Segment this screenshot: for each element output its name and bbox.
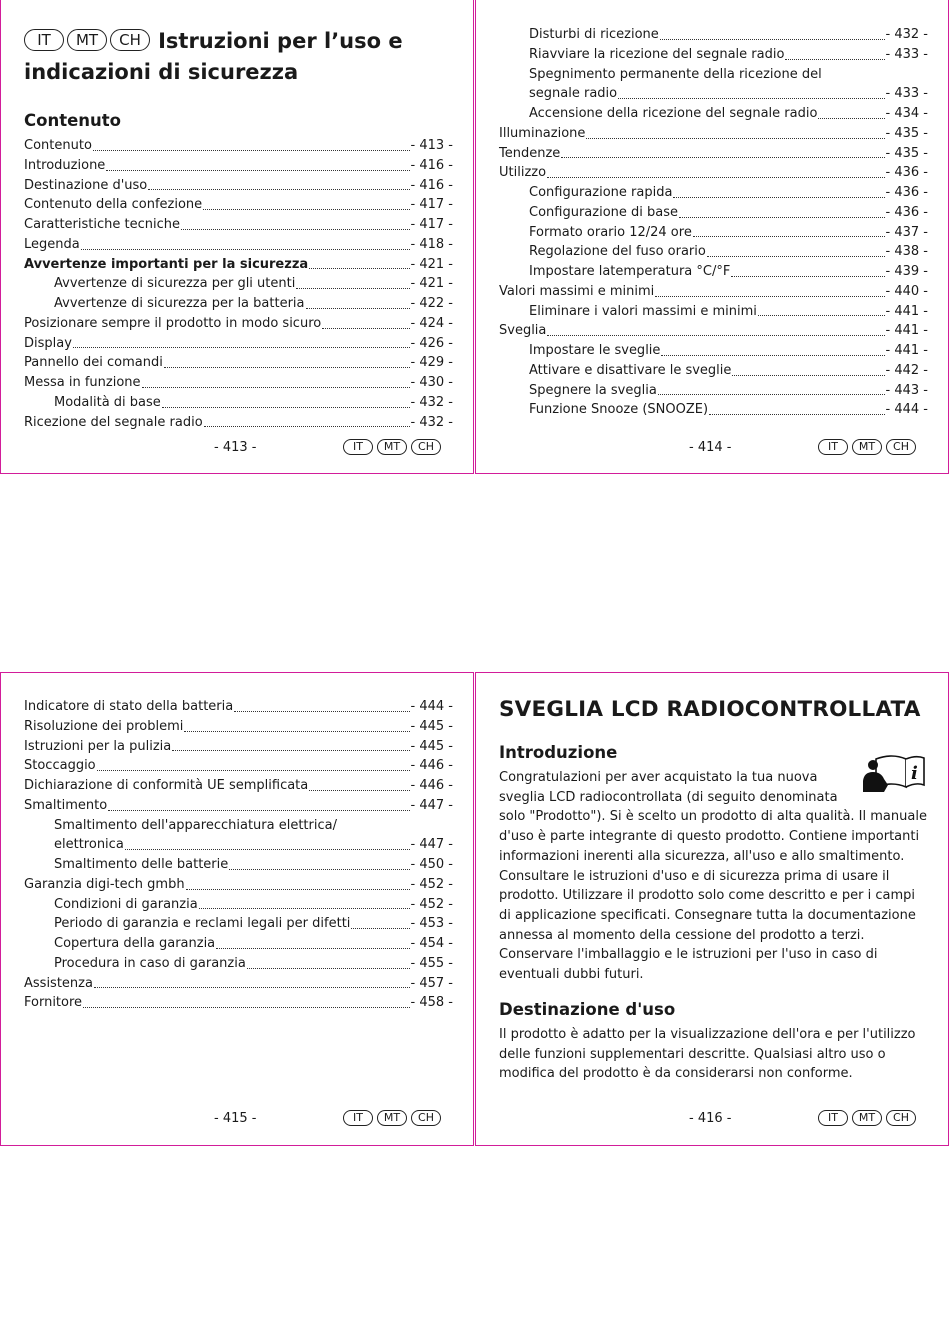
toc-entry xyxy=(499,321,928,341)
toc-entry xyxy=(499,104,928,124)
toc-entry xyxy=(24,255,453,275)
toc-entry xyxy=(24,195,453,215)
toc-entry-title: Utilizzo xyxy=(499,165,547,181)
toc-entry-page: - 436 - xyxy=(885,185,928,200)
toc-entry-page: - 436 - xyxy=(885,204,928,220)
toc-entry-title: Legenda xyxy=(24,236,80,252)
toc-entry-page: - 446 - xyxy=(410,758,453,774)
lang-badge-mt: MT xyxy=(852,439,882,455)
toc-dot-leader xyxy=(204,426,410,427)
toc-entry-page: - 450 - xyxy=(410,857,453,872)
toc-entry-title: Messa in funzione xyxy=(24,375,141,390)
toc-dot-leader xyxy=(108,810,409,811)
toc-dot-leader xyxy=(199,908,410,909)
toc-entry-title: Garanzia digi-tech gmbh xyxy=(24,876,185,892)
svg-text:i: i xyxy=(911,763,918,784)
toc-entry xyxy=(499,282,928,302)
toc-entry-title: Indicatore di stato della batteria xyxy=(24,699,234,714)
toc-entry-page: - 434 - xyxy=(885,106,928,121)
page-footer xyxy=(476,1109,950,1129)
toc-entry xyxy=(24,215,453,235)
paragraph-line: Consultare le istruzioni d'uso e di sicurezza prima di usare il xyxy=(499,868,890,884)
toc-entry-title: Impostare latemperatura °C/°F xyxy=(529,264,731,279)
manual-page-414 xyxy=(475,0,949,474)
toc-dot-leader xyxy=(731,276,884,277)
toc-entry xyxy=(499,45,928,65)
toc-entry-page: - 416 - xyxy=(410,177,453,193)
page-footer xyxy=(1,1109,475,1129)
toc-entry-page: - 429 - xyxy=(410,355,453,371)
toc-entry-page: - 426 - xyxy=(410,335,453,351)
toc-entry-title: Caratteristiche tecniche xyxy=(24,217,180,232)
toc-entry-title: Disturbi di ricezione xyxy=(529,27,659,42)
toc-entry-title: Dichiarazione di conformità UE semplificata xyxy=(24,778,309,793)
section-heading-destinazione: Destinazione d'uso xyxy=(499,1000,676,1019)
footer-badges xyxy=(343,1110,441,1126)
toc-entry xyxy=(24,294,453,314)
toc-entry xyxy=(24,136,453,156)
toc-entry-title: Stoccaggio xyxy=(24,758,96,774)
toc-entry xyxy=(499,381,928,401)
manual-page-413 xyxy=(0,0,474,474)
toc-dot-leader xyxy=(81,249,410,250)
toc-dot-leader xyxy=(73,347,410,348)
toc-entry-title: Periodo di garanzia e reclami legali per difetti xyxy=(54,916,351,932)
toc-entry-title: Introduzione xyxy=(24,157,106,173)
toc-entry-page: - 446 - xyxy=(410,778,453,793)
paragraph-line: Congratulazioni per aver acquistato la tua nuova xyxy=(499,770,818,785)
toc-entry-title: Riavviare la ricezione del segnale radio xyxy=(529,46,785,62)
toc-entry-title: Valori massimi e minimi xyxy=(499,283,655,299)
toc-entry xyxy=(499,183,928,203)
toc-entry-title: Configurazione di base xyxy=(529,204,679,220)
toc-dot-leader xyxy=(547,335,884,336)
paragraph-line: prodotto. Utilizzare il prodotto solo come descritto e per i campi xyxy=(499,888,915,904)
lang-badge-mt: MT xyxy=(67,29,107,51)
toc-entry xyxy=(24,993,453,1013)
intro-paragraph xyxy=(499,768,927,985)
page-number: - 413 - xyxy=(214,440,257,455)
toc-dot-leader xyxy=(247,968,410,969)
toc-entry xyxy=(499,124,928,144)
toc-dot-leader xyxy=(125,849,410,850)
toc-entry-page: - 441 - xyxy=(885,343,928,358)
toc-entry xyxy=(24,717,453,737)
toc-entry-page: - 444 - xyxy=(410,699,453,714)
toc-entry-page: - 441 - xyxy=(885,303,928,319)
toc-entry-page: - 444 - xyxy=(885,402,928,418)
toc-dot-leader xyxy=(93,150,410,151)
toc-entry xyxy=(24,334,453,354)
toc-entry-page: - 458 - xyxy=(410,995,453,1011)
paragraph-line: di applicazione specificati. Consegnare tutta la documentazione xyxy=(499,907,916,923)
toc-entry-page: - 421 - xyxy=(410,256,453,272)
toc-entry xyxy=(24,776,453,796)
toc-list xyxy=(499,25,928,420)
toc-entry-page: - 447 - xyxy=(410,837,453,853)
lang-badge-mt: MT xyxy=(852,1110,882,1126)
toc-entry-title: Condizioni di garanzia xyxy=(54,896,198,912)
toc-entry-page: - 443 - xyxy=(885,382,928,398)
toc-entry-title: Copertura della garanzia xyxy=(54,936,216,951)
toc-list xyxy=(24,136,453,432)
toc-dot-leader xyxy=(148,189,409,190)
toc-entry xyxy=(24,914,453,934)
toc-entry xyxy=(499,223,928,243)
toc-entry xyxy=(499,341,928,361)
toc-dot-leader xyxy=(83,1007,409,1008)
paragraph-line: Il prodotto è adatto per la visualizzazione dell'ora e per l'utilizzo xyxy=(499,1027,916,1042)
page-number: - 415 - xyxy=(214,1111,257,1126)
toc-entry xyxy=(499,25,928,45)
toc-entry-page: - 432 - xyxy=(410,394,453,410)
toc-dot-leader xyxy=(184,731,409,732)
toc-entry-page: - 417 - xyxy=(410,217,453,232)
toc-entry xyxy=(24,816,453,836)
toc-entry-title: Spegnere la sveglia xyxy=(529,382,657,398)
toc-entry-page: - 436 - xyxy=(885,165,928,181)
toc-dot-leader xyxy=(164,367,410,368)
toc-dot-leader xyxy=(679,217,885,218)
paragraph-line: informazioni inerenti alla sicurezza, all'uso e allo smaltimento. xyxy=(499,848,905,864)
toc-entry-page: - 435 - xyxy=(885,125,928,141)
toc-entry-title: Smaltimento delle batterie xyxy=(54,857,229,872)
toc-entry xyxy=(24,274,453,294)
toc-dot-leader xyxy=(142,387,410,388)
toc-entry-page: - 421 - xyxy=(410,276,453,292)
toc-dot-leader xyxy=(106,170,409,171)
toc-entry xyxy=(499,262,928,282)
toc-entry xyxy=(499,163,928,183)
toc-entry xyxy=(499,65,928,85)
lang-badge-ch: CH xyxy=(886,439,916,455)
paragraph-line: solo "Prodotto"). Si è scelto un prodotto di alta qualità. Il manuale xyxy=(499,809,927,825)
toc-entry-title: Pannello dei comandi xyxy=(24,355,163,371)
toc-entry-title: Procedura in caso di garanzia xyxy=(54,955,246,971)
toc-entry-page: - 417 - xyxy=(410,197,453,213)
toc-list xyxy=(24,697,453,1013)
toc-entry-title: Modalità di base xyxy=(54,394,161,410)
toc-entry xyxy=(24,737,453,757)
toc-entry-title: Ricezione del segnale radio xyxy=(24,414,203,430)
toc-entry-page: - 433 - xyxy=(885,86,928,102)
page-title: Istruzioni per l’uso e indicazioni di sicurezza xyxy=(24,29,403,84)
toc-entry-title: Funzione Snooze (SNOOZE) xyxy=(529,402,709,418)
toc-dot-leader xyxy=(172,750,409,751)
toc-entry xyxy=(499,302,928,322)
paragraph-line: eventuali dubbi futuri. xyxy=(499,967,644,983)
toc-entry xyxy=(24,235,453,255)
paragraph-line: delle funzioni supplementari descritte. Qualsiasi altro uso o xyxy=(499,1046,886,1062)
toc-entry-title: Impostare le sveglie xyxy=(529,343,661,358)
toc-entry-title: Illuminazione xyxy=(499,125,586,141)
toc-entry xyxy=(24,353,453,373)
toc-entry-title: elettronica xyxy=(54,837,124,853)
toc-entry-title: Contenuto della confezione xyxy=(24,197,203,213)
toc-entry xyxy=(24,954,453,974)
paragraph-line: Conservare l'imballaggio e le istruzioni per l'uso in caso di xyxy=(499,947,878,963)
manual-page-415 xyxy=(0,672,474,1146)
toc-entry xyxy=(499,84,928,104)
toc-entry-page: - 418 - xyxy=(410,236,453,252)
footer-badges xyxy=(818,439,916,455)
toc-dot-leader xyxy=(309,268,409,269)
page-footer xyxy=(476,438,950,458)
toc-entry-page: - 433 - xyxy=(885,46,928,62)
toc-entry-page: - 454 - xyxy=(410,936,453,951)
toc-entry-page: - 432 - xyxy=(410,414,453,430)
toc-dot-leader xyxy=(658,394,885,395)
toc-entry-title: Spegnimento permanente della ricezione del xyxy=(529,66,822,82)
toc-entry-page: - 453 - xyxy=(410,916,453,932)
toc-entry-title: Avvertenze importanti per la sicurezza xyxy=(24,256,309,272)
toc-entry-page: - 430 - xyxy=(410,375,453,390)
toc-entry xyxy=(499,361,928,381)
toc-entry-page: - 457 - xyxy=(410,975,453,991)
toc-entry xyxy=(24,314,453,334)
toc-entry-title: Fornitore xyxy=(24,995,83,1011)
lang-badge-it: IT xyxy=(343,1110,373,1126)
paragraph-line: d'uso è parte integrante di questo prodotto. Contiene importanti xyxy=(499,829,920,845)
lang-badge-ch: CH xyxy=(411,1110,441,1126)
toc-dot-leader xyxy=(660,39,885,40)
toc-dot-leader xyxy=(673,197,884,198)
toc-dot-leader xyxy=(203,209,409,210)
paragraph-line: modifica del prodotto è da considerarsi non conforme. xyxy=(499,1066,853,1082)
toc-entry-title: Avvertenze di sicurezza per gli utenti xyxy=(54,276,296,292)
toc-entry xyxy=(499,242,928,262)
toc-dot-leader xyxy=(693,236,885,237)
toc-entry-page: - 422 - xyxy=(410,296,453,311)
section-heading-introduzione: Introduzione xyxy=(499,743,618,762)
toc-entry-page: - 440 - xyxy=(885,283,928,299)
toc-dot-leader xyxy=(709,414,884,415)
toc-dot-leader xyxy=(655,296,884,297)
product-heading: SVEGLIA LCD RADIOCONTROLLATA xyxy=(499,697,921,722)
toc-entry xyxy=(24,373,453,393)
lang-badge-ch: CH xyxy=(411,439,441,455)
toc-entry-page: - 452 - xyxy=(410,876,453,892)
page-number: - 416 - xyxy=(689,1111,732,1126)
toc-entry xyxy=(24,697,453,717)
paragraph-line: annessa al momento della cessione del prodotto a terzi. xyxy=(499,927,865,943)
toc-entry xyxy=(24,796,453,816)
page-number: - 414 - xyxy=(689,440,732,455)
toc-dot-leader xyxy=(216,948,409,949)
toc-entry xyxy=(24,934,453,954)
toc-entry-page: - 424 - xyxy=(410,315,453,331)
toc-dot-leader xyxy=(97,770,410,771)
toc-dot-leader xyxy=(296,288,409,289)
section-heading-contenuto: Contenuto xyxy=(24,111,121,130)
toc-entry-title: segnale radio xyxy=(529,86,618,102)
toc-entry-title: Attivare e disattivare le sveglie xyxy=(529,362,732,378)
toc-entry-page: - 441 - xyxy=(885,323,928,339)
lang-badge-it: IT xyxy=(818,439,848,455)
toc-entry xyxy=(24,974,453,994)
toc-entry-title: Eliminare i valori massimi e minimi xyxy=(529,303,757,319)
toc-entry xyxy=(499,400,928,420)
toc-entry-page: - 445 - xyxy=(410,718,453,734)
lang-badge-mt: MT xyxy=(377,439,407,455)
toc-entry-title: Posizionare sempre il prodotto in modo sicuro xyxy=(24,315,322,331)
lang-badge-it: IT xyxy=(343,439,373,455)
lang-badge-it: IT xyxy=(24,29,64,51)
toc-dot-leader xyxy=(785,59,884,60)
paragraph-line: sveglia LCD radiocontrollata (di seguito denominata xyxy=(499,789,838,805)
toc-dot-leader xyxy=(229,869,409,870)
toc-entry xyxy=(24,156,453,176)
toc-entry xyxy=(24,855,453,875)
footer-badges xyxy=(343,439,441,455)
toc-entry-title: Destinazione d'uso xyxy=(24,177,148,193)
toc-dot-leader xyxy=(547,177,884,178)
toc-dot-leader xyxy=(818,118,884,119)
toc-entry-page: - 437 - xyxy=(885,224,928,240)
toc-dot-leader xyxy=(707,256,885,257)
toc-entry xyxy=(499,203,928,223)
toc-dot-leader xyxy=(732,375,884,376)
toc-entry-page: - 445 - xyxy=(410,738,453,754)
toc-entry xyxy=(24,413,453,433)
toc-entry-title: Avvertenze di sicurezza per la batteria xyxy=(54,296,305,311)
toc-entry xyxy=(499,144,928,164)
toc-dot-leader xyxy=(586,138,884,139)
toc-dot-leader xyxy=(618,98,884,99)
toc-dot-leader xyxy=(661,355,884,356)
use-paragraph xyxy=(499,1025,927,1084)
footer-badges xyxy=(818,1110,916,1126)
toc-entry-title: Istruzioni per la pulizia xyxy=(24,738,172,754)
toc-entry-page: - 439 - xyxy=(885,264,928,279)
toc-dot-leader xyxy=(351,928,409,929)
toc-entry-page: - 455 - xyxy=(410,955,453,971)
toc-dot-leader xyxy=(186,889,410,890)
toc-dot-leader xyxy=(561,157,884,158)
toc-entry xyxy=(24,756,453,776)
toc-entry xyxy=(24,393,453,413)
toc-entry-page: - 435 - xyxy=(885,145,928,161)
toc-dot-leader xyxy=(322,328,409,329)
toc-entry-title: Regolazione del fuso orario xyxy=(529,244,706,260)
toc-entry-title: Contenuto xyxy=(24,138,92,153)
toc-entry-page: - 442 - xyxy=(885,362,928,378)
toc-entry xyxy=(24,835,453,855)
lang-badge-ch: CH xyxy=(110,29,150,51)
lang-badge-mt: MT xyxy=(377,1110,407,1126)
lang-badge-it: IT xyxy=(818,1110,848,1126)
toc-entry xyxy=(24,895,453,915)
toc-dot-leader xyxy=(94,987,410,988)
toc-entry-page: - 416 - xyxy=(410,157,453,173)
toc-entry-title: Risoluzione dei problemi xyxy=(24,718,184,734)
toc-entry-title: Display xyxy=(24,335,72,351)
toc-entry-page: - 447 - xyxy=(410,797,453,813)
toc-entry-title: Smaltimento xyxy=(24,797,108,813)
toc-entry-title: Formato orario 12/24 ore xyxy=(529,224,692,240)
toc-entry-page: - 413 - xyxy=(410,138,453,153)
manual-page-416 xyxy=(475,672,949,1146)
lang-badge-ch: CH xyxy=(886,1110,916,1126)
toc-dot-leader xyxy=(181,229,410,230)
page-footer xyxy=(1,438,475,458)
toc-entry-title: Configurazione rapida xyxy=(529,185,673,200)
toc-entry xyxy=(24,176,453,196)
toc-entry-title: Assistenza xyxy=(24,975,93,991)
toc-entry-page: - 452 - xyxy=(410,896,453,912)
toc-entry-page: - 438 - xyxy=(885,244,928,260)
toc-entry xyxy=(24,875,453,895)
toc-dot-leader xyxy=(306,308,410,309)
toc-dot-leader xyxy=(309,790,409,791)
toc-entry-title: Tendenze xyxy=(499,145,561,161)
toc-dot-leader xyxy=(162,407,410,408)
title-block xyxy=(24,26,464,88)
toc-entry-title: Sveglia xyxy=(499,323,547,339)
toc-dot-leader xyxy=(234,711,409,712)
toc-dot-leader xyxy=(758,315,885,316)
toc-entry-title: Smaltimento dell'apparecchiatura elettrica/ xyxy=(54,817,337,833)
toc-entry-page: - 432 - xyxy=(885,27,928,42)
toc-entry-title: Accensione della ricezione del segnale radio xyxy=(529,106,818,121)
